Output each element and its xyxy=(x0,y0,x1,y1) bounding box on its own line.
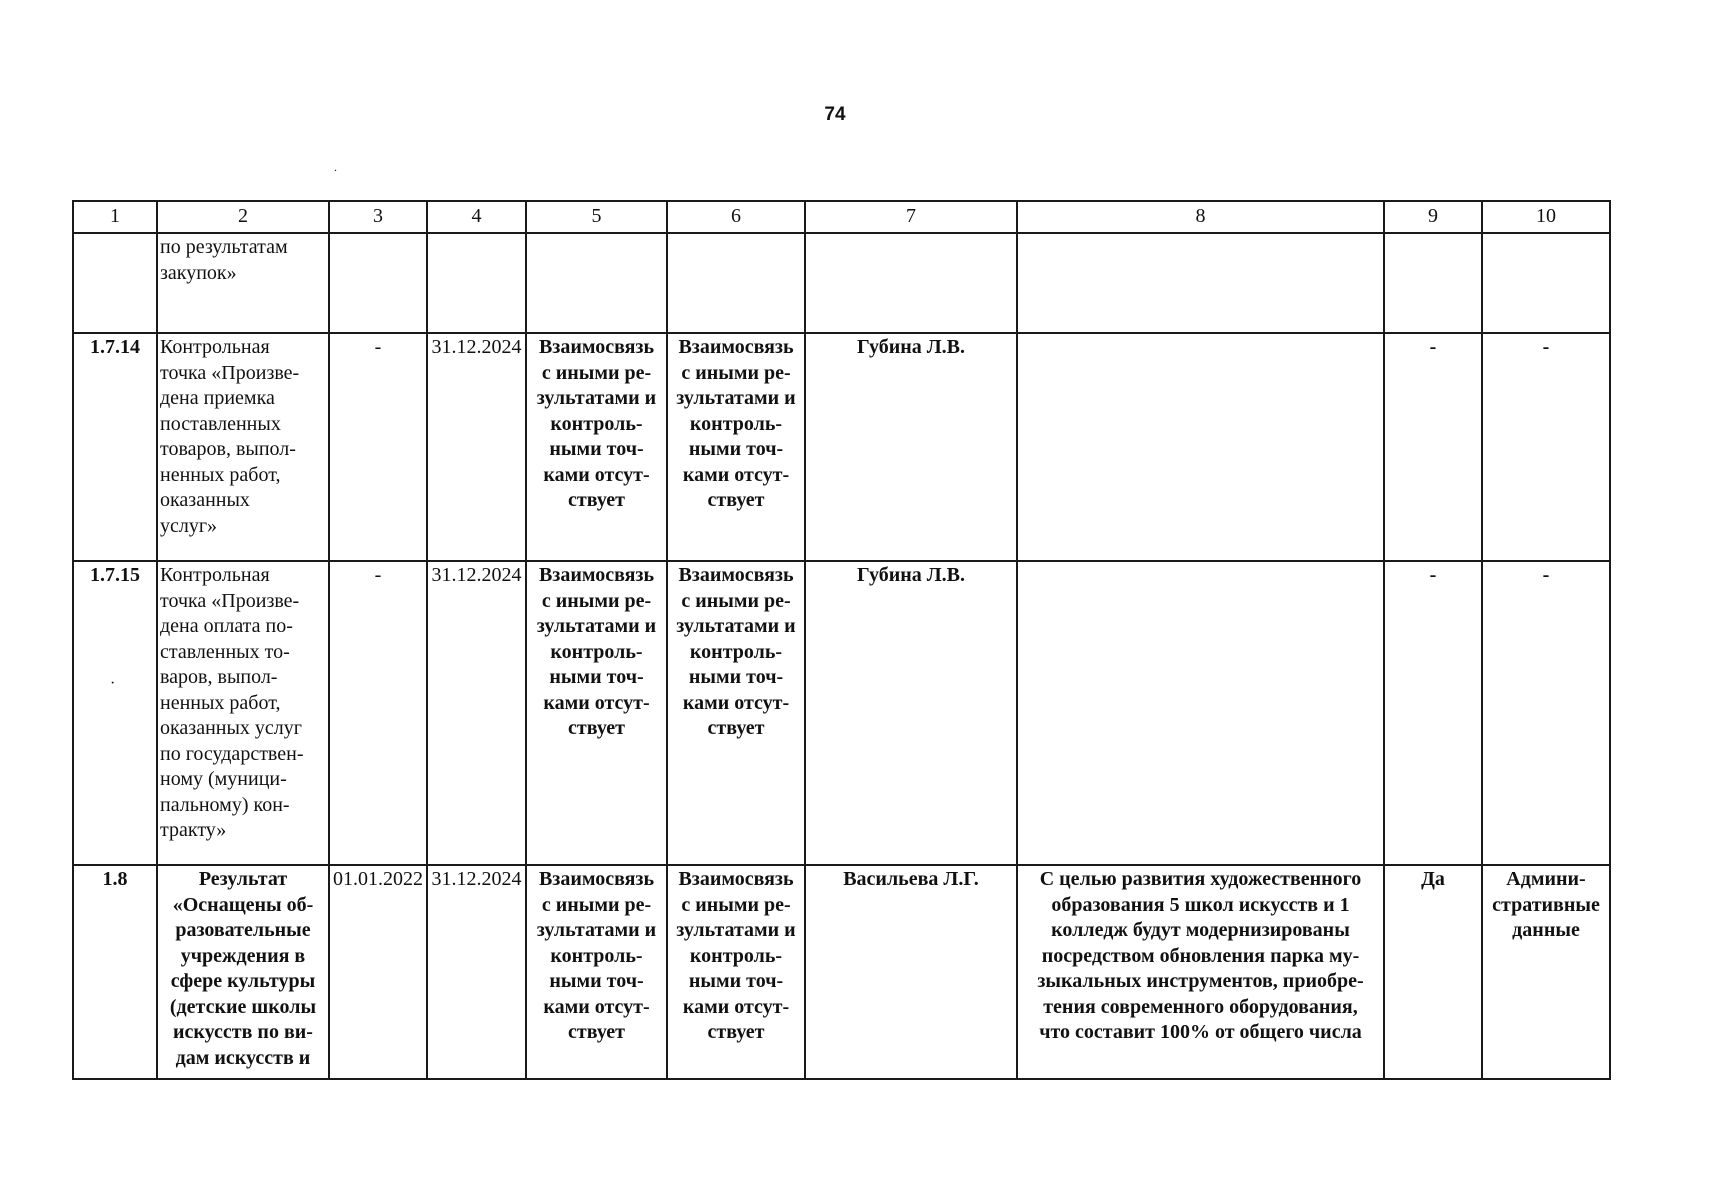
column-header: 10 xyxy=(1482,201,1610,233)
cell-line: товаров, выпол- xyxy=(160,438,296,460)
table-row xyxy=(73,561,1610,865)
cell-line: сфере культуры xyxy=(170,970,316,992)
cell-line: ными точ- xyxy=(688,970,784,992)
cell-line: с иными ре- xyxy=(681,361,791,384)
cell-flag: - xyxy=(1384,333,1482,561)
cell-flag: Да xyxy=(1384,865,1482,1079)
cell-line: ствует xyxy=(707,489,765,511)
cell-line: закупок» xyxy=(160,261,237,284)
cell-line: - xyxy=(1542,336,1550,358)
cell-line: Взаимосвязь xyxy=(678,564,794,586)
cell-line: (детские школы xyxy=(169,995,317,1018)
cell-line: разовательные xyxy=(175,919,311,941)
cell-line: ствует xyxy=(568,717,625,739)
cell-line: контроль- xyxy=(550,640,643,663)
cell-description xyxy=(1017,233,1384,333)
cell-line: с иными ре- xyxy=(681,589,791,612)
cell-line: Результат xyxy=(198,868,288,890)
cell-relation-results xyxy=(526,333,667,561)
cell-line: ными точ- xyxy=(549,970,644,992)
cell-responsible: Губина Л.В. xyxy=(805,561,1017,865)
cell-relation-points xyxy=(667,561,805,865)
cell-responsible: Васильева Л.Г. xyxy=(805,865,1017,1079)
page-number: 74 xyxy=(824,104,846,125)
cell-line: поставленных xyxy=(160,412,281,435)
cell-line: Админи- xyxy=(1506,868,1586,890)
cell-number: 1.7.15 xyxy=(73,561,157,865)
cell-line: зультатами и xyxy=(536,919,657,941)
cell-line: Контрольная xyxy=(160,336,270,358)
table-row xyxy=(73,233,1610,333)
cell-line: оказанных xyxy=(160,489,250,511)
cell-description xyxy=(1017,561,1384,865)
cell-line: услуг» xyxy=(160,514,218,537)
cell-line: образования 5 школ искусств и 1 xyxy=(1051,893,1350,916)
cell-name xyxy=(157,333,329,561)
cell-line: с иными ре- xyxy=(681,893,791,916)
cell-line: ствует xyxy=(707,1021,765,1043)
cell-line: «Оснащены об- xyxy=(172,893,314,916)
margin-dot: · xyxy=(110,675,116,692)
cell-line: ными точ- xyxy=(549,438,644,460)
cell-line: колледж будут модернизированы xyxy=(1051,919,1350,941)
column-header: 1 xyxy=(73,201,157,233)
cell-number xyxy=(73,233,157,333)
cell-responsible xyxy=(805,233,1017,333)
cell-line: ненных работ, xyxy=(160,463,281,486)
cell-line: тения современного оборудования, xyxy=(1043,995,1358,1018)
cell-line: Взаимосвязь xyxy=(678,336,794,358)
column-header: 3 xyxy=(329,201,427,233)
cell-line: ками отсут- xyxy=(682,691,790,714)
cell-name xyxy=(157,233,329,333)
stray-mark: . xyxy=(334,160,337,174)
cell-line: Взаимосвязь xyxy=(678,868,794,890)
cell-line: точка «Произве- xyxy=(160,361,300,384)
cell-number: 1.7.14 xyxy=(73,333,157,561)
cell-number: 1.8 xyxy=(73,865,157,1079)
table-body xyxy=(73,201,1610,1079)
cell-source xyxy=(1482,233,1610,333)
cell-line: дена приемка xyxy=(160,387,275,409)
cell-line: ными точ- xyxy=(688,666,784,688)
cell-line: что составит 100% от общего числа xyxy=(1039,1021,1362,1043)
column-header: 7 xyxy=(805,201,1017,233)
column-header: 2 xyxy=(157,201,329,233)
cell-line: зультатами и xyxy=(536,387,657,409)
cell-line: с иными ре- xyxy=(541,589,652,612)
cell-line: оказанных услуг xyxy=(160,717,302,739)
cell-end-date xyxy=(427,233,526,333)
cell-start-date: 01.01.2022 xyxy=(329,865,427,1079)
cell-relation-results xyxy=(526,865,667,1079)
cell-line: Взаимосвязь xyxy=(538,564,655,586)
cell-relation-points xyxy=(667,333,805,561)
cell-line: ному (муници- xyxy=(160,768,287,790)
cell-line: по государствен- xyxy=(160,742,304,765)
cell-line: - xyxy=(1542,564,1550,586)
cell-line: тракту» xyxy=(160,819,227,841)
cell-source xyxy=(1482,561,1610,865)
cell-line: ными точ- xyxy=(549,666,644,688)
cell-relation-results xyxy=(526,561,667,865)
cell-line: ками отсут- xyxy=(543,995,650,1018)
cell-description xyxy=(1017,333,1384,561)
column-header: 4 xyxy=(427,201,526,233)
table-row xyxy=(73,333,1610,561)
column-header: 6 xyxy=(667,201,805,233)
cell-line: стративные xyxy=(1492,893,1600,916)
cell-name xyxy=(157,561,329,865)
column-header: 8 xyxy=(1017,201,1384,233)
cell-line: ными точ- xyxy=(688,438,784,460)
cell-description xyxy=(1017,865,1384,1079)
cell-line: посредством обновления парка му- xyxy=(1041,944,1360,967)
cell-line: данные xyxy=(1512,919,1580,941)
cell-line: контроль- xyxy=(689,412,783,435)
cell-start-date: - xyxy=(329,561,427,865)
cell-flag xyxy=(1384,233,1482,333)
cell-line: искусств по ви- xyxy=(173,1021,313,1043)
cell-flag: - xyxy=(1384,561,1482,865)
cell-line: контроль- xyxy=(550,412,643,435)
cell-line: зультатами и xyxy=(676,919,796,941)
cell-name xyxy=(157,865,329,1079)
cell-line: пальному) кон- xyxy=(160,793,290,816)
plan-table xyxy=(72,200,1611,1080)
cell-relation-points xyxy=(667,865,805,1079)
cell-line: ствует xyxy=(707,717,765,739)
cell-line: контроль- xyxy=(689,640,783,663)
cell-line: Взаимосвязь xyxy=(538,336,655,358)
cell-line: ставленных то- xyxy=(160,640,290,663)
cell-responsible: Губина Л.В. xyxy=(805,333,1017,561)
cell-line: зультатами и xyxy=(676,615,796,637)
cell-source xyxy=(1482,865,1610,1079)
cell-line: ками отсут- xyxy=(682,463,790,486)
cell-end-date: 31.12.2024 xyxy=(427,333,526,561)
cell-line: ками отсут- xyxy=(543,463,650,486)
column-number-row xyxy=(73,201,1610,233)
cell-line: дам искусств и xyxy=(175,1046,311,1069)
cell-line: варов, выпол- xyxy=(160,666,278,688)
cell-line: зультатами и xyxy=(536,615,657,637)
cell-line: учреждения в xyxy=(180,944,306,967)
cell-relation-results xyxy=(526,233,667,333)
column-header: 5 xyxy=(526,201,667,233)
cell-line: точка «Произве- xyxy=(160,589,300,612)
cell-line: по результатам xyxy=(160,236,288,258)
cell-line: с иными ре- xyxy=(541,361,652,384)
cell-line: дена оплата по- xyxy=(160,615,293,637)
cell-start-date: - xyxy=(329,333,427,561)
cell-relation-points xyxy=(667,233,805,333)
table-row xyxy=(73,865,1610,1079)
cell-line: С целью развития художественного xyxy=(1039,868,1362,890)
cell-start-date xyxy=(329,233,427,333)
cell-line: зультатами и xyxy=(676,387,796,409)
cell-line: ненных работ, xyxy=(160,691,281,714)
cell-line: с иными ре- xyxy=(541,893,652,916)
cell-line: ствует xyxy=(568,489,625,511)
cell-line: контроль- xyxy=(550,944,643,967)
cell-line: ствует xyxy=(568,1021,625,1043)
cell-line: контроль- xyxy=(689,944,783,967)
cell-line: ками отсут- xyxy=(543,691,650,714)
cell-end-date: 31.12.2024 xyxy=(427,561,526,865)
cell-line: Контрольная xyxy=(160,564,270,586)
cell-end-date: 31.12.2024 xyxy=(427,865,526,1079)
cell-source xyxy=(1482,333,1610,561)
cell-line: ками отсут- xyxy=(682,995,790,1018)
column-header: 9 xyxy=(1384,201,1482,233)
cell-line: зыкальных инструментов, приобре- xyxy=(1037,970,1364,992)
cell-line: Взаимосвязь xyxy=(538,868,655,890)
